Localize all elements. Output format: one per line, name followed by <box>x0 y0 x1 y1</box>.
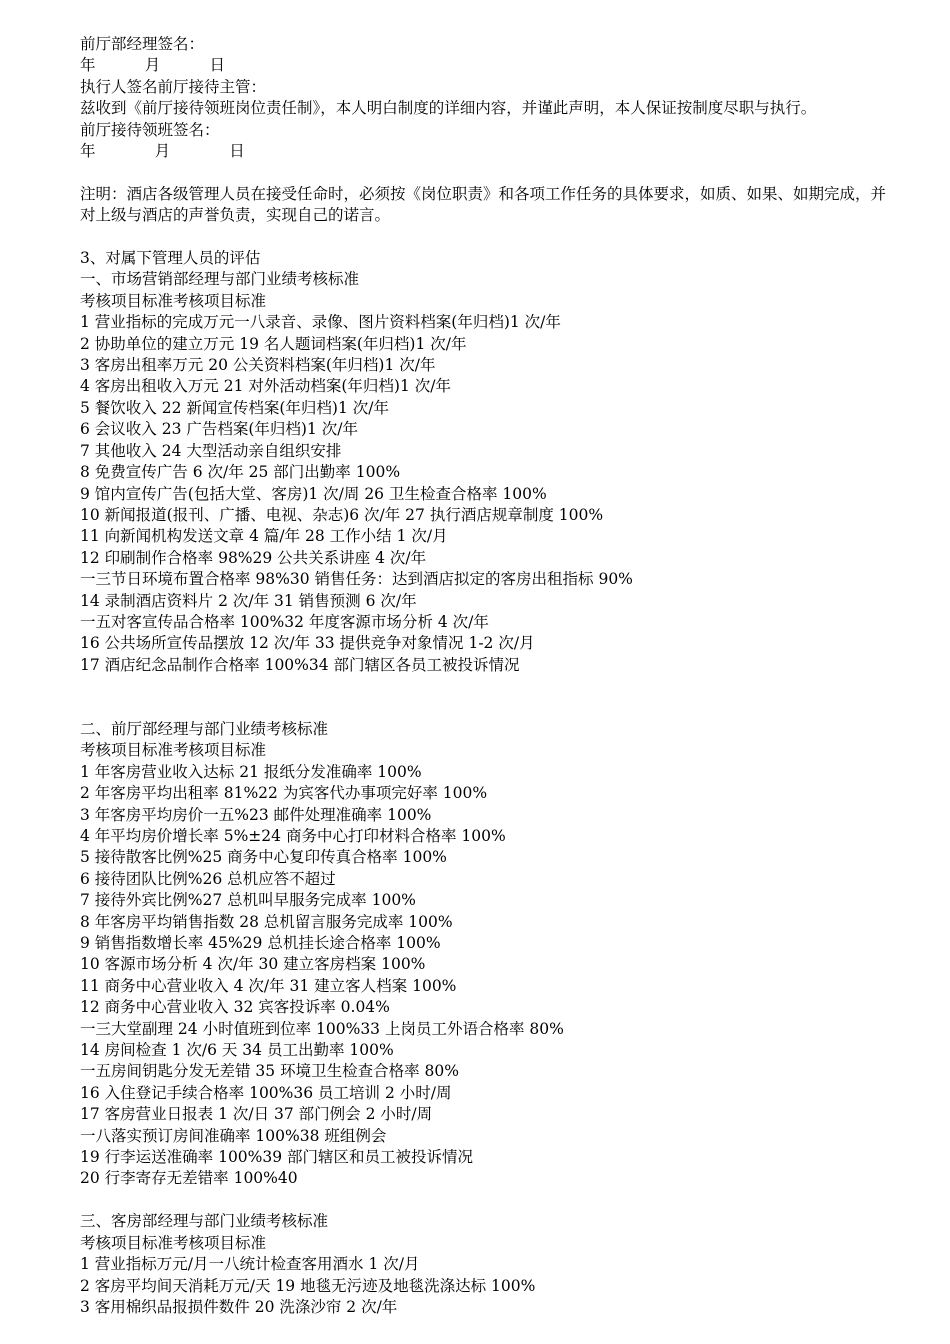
part1-heading: 一、市场营销部经理与部门业绩考核标准 <box>80 270 360 289</box>
list-item: 6 会议收入 23 广告档案(年归档)1 次/年 <box>80 420 358 439</box>
note-paragraph: 注明：酒店各级管理人员在接受任命时，必须按《岗位职责》和各项工作任务的具体要求，如质、如果、如期完成，并对上级与酒店的声誉负责，实现自己的诺言。 <box>80 184 887 225</box>
list-item: 1 年客房营业收入达标 21 报纸分发准确率 100% <box>80 762 422 781</box>
list-item: 一五对客宣传品合格率 100%32 年度客源市场分析 4 次/年 <box>80 612 489 631</box>
date-line: 年 月 日 <box>80 142 245 161</box>
part3-table-header: 考核项目标准考核项目标准 <box>80 1233 267 1252</box>
list-item: 10 客源市场分析 4 次/年 30 建立客房档案 100% <box>80 955 426 974</box>
list-item: 7 其他收入 24 大型活动亲自组织安排 <box>80 441 342 460</box>
part2-heading: 二、前厅部经理与部门业绩考核标准 <box>80 719 329 738</box>
list-item: 4 年平均房价增长率 5%±24 商务中心打印材料合格率 100% <box>80 826 506 845</box>
list-item: 2 协助单位的建立万元 19 名人题词档案(年归档)1 次/年 <box>80 334 467 353</box>
list-item: 8 年客房平均销售指数 28 总机留言服务完成率 100% <box>80 912 453 931</box>
part2-rows <box>80 762 890 1190</box>
list-item: 一三节日环境布置合格率 98%30 销售任务：达到酒店拟定的客房出租指标 90% <box>80 570 633 589</box>
document-page <box>80 34 890 1318</box>
list-item: 一八落实预订房间准确率 100%38 班组例会 <box>80 1126 387 1145</box>
list-item: 14 房间检查 1 次/6 天 34 员工出勤率 100% <box>80 1041 394 1060</box>
list-item: 5 餐饮收入 22 新闻宣传档案(年归档)1 次/年 <box>80 398 389 417</box>
manager-signature-line: 前厅部经理签名： <box>80 35 205 53</box>
list-item: 8 免费宣传广告 6 次/年 25 部门出勤率 100% <box>80 463 401 482</box>
list-item: 9 馆内宣传广告(包括大堂、客房)1 次/周 26 卫生检查合格率 100% <box>80 484 547 503</box>
list-item: 9 销售指数增长率 45%29 总机挂长途合格率 100% <box>80 934 441 953</box>
part1-table-header: 考核项目标准考核项目标准 <box>80 291 267 310</box>
list-item: 11 商务中心营业收入 4 次/年 31 建立客人档案 100% <box>80 976 457 995</box>
list-item: 3 客房出租率万元 20 公关资料档案(年归档)1 次/年 <box>80 356 436 375</box>
declaration-paragraph: 兹收到《前厅接待领班岗位责任制》，本人明白制度的详细内容，并谨此声明，本人保证按制度尽职与执行。 <box>80 99 817 118</box>
leader-signature-line: 前厅接待领班签名： <box>80 120 220 139</box>
list-item: 14 录制酒店资料片 2 次/年 31 销售预测 6 次/年 <box>80 591 417 610</box>
list-item: 6 接待团队比例%26 总机应答不超过 <box>80 869 336 888</box>
list-item: 17 客房营业日报表 1 次/日 37 部门例会 2 小时/周 <box>80 1105 433 1124</box>
list-item: 1 营业指标万元/月一八统计检查客用酒水 1 次/月 <box>80 1255 420 1274</box>
list-item: 20 行李寄存无差错率 100%40 <box>80 1169 298 1188</box>
part1-rows <box>80 312 890 676</box>
list-item: 7 接待外宾比例%27 总机叫早服务完成率 100% <box>80 891 416 910</box>
list-item: 2 客房平均间天消耗万元/天 19 地毯无污迹及地毯洗涤达标 100% <box>80 1276 536 1295</box>
part3-rows <box>80 1254 890 1318</box>
list-item: 12 商务中心营业收入 32 宾客投诉率 0.04% <box>80 998 390 1017</box>
list-item: 16 公共场所宣传品摆放 12 次/年 33 提供竞争对象情况 1-2 次/月 <box>80 634 535 653</box>
part3-heading: 三、客房部经理与部门业绩考核标准 <box>80 1212 329 1231</box>
list-item: 17 酒店纪念品制作合格率 100%34 部门辖区各员工被投诉情况 <box>80 655 520 674</box>
list-item: 2 年客房平均出租率 81%22 为宾客代办事项完好率 100% <box>80 784 488 803</box>
list-item: 一五房间钥匙分发无差错 35 环境卫生检查合格率 80% <box>80 1062 459 1081</box>
part2-table-header: 考核项目标准考核项目标准 <box>80 741 267 760</box>
list-item: 1 营业指标的完成万元一八录音、录像、图片资料档案(年归档)1 次/年 <box>80 313 561 332</box>
executor-line: 执行人签名前厅接待主管： <box>80 77 267 96</box>
list-item: 一三大堂副理 24 小时值班到位率 100%33 上岗员工外语合格率 80% <box>80 1019 564 1038</box>
list-item: 3 年客房平均房价一五%23 邮件处理准确率 100% <box>80 805 432 824</box>
list-item: 5 接待散客比例%25 商务中心复印传真合格率 100% <box>80 848 447 867</box>
section-title: 3、对属下管理人员的评估 <box>80 249 261 268</box>
date-line: 年 月 日 <box>80 56 226 75</box>
list-item: 10 新闻报道(报刊、广播、电视、杂志)6 次/年 27 执行酒店规章制度 100% <box>80 505 604 524</box>
list-item: 12 印刷制作合格率 98%29 公共关系讲座 4 次/年 <box>80 548 427 567</box>
list-item: 19 行李运送准确率 100%39 部门辖区和员工被投诉情况 <box>80 1148 474 1167</box>
list-item: 3 客用棉织品报损件数件 20 洗涤沙帘 2 次/年 <box>80 1297 398 1316</box>
list-item: 4 客房出租收入万元 21 对外活动档案(年归档)1 次/年 <box>80 377 451 396</box>
list-item: 11 向新闻机构发送文章 4 篇/年 28 工作小结 1 次/月 <box>80 527 448 546</box>
list-item: 16 入住登记手续合格率 100%36 员工培训 2 小时/周 <box>80 1083 452 1102</box>
